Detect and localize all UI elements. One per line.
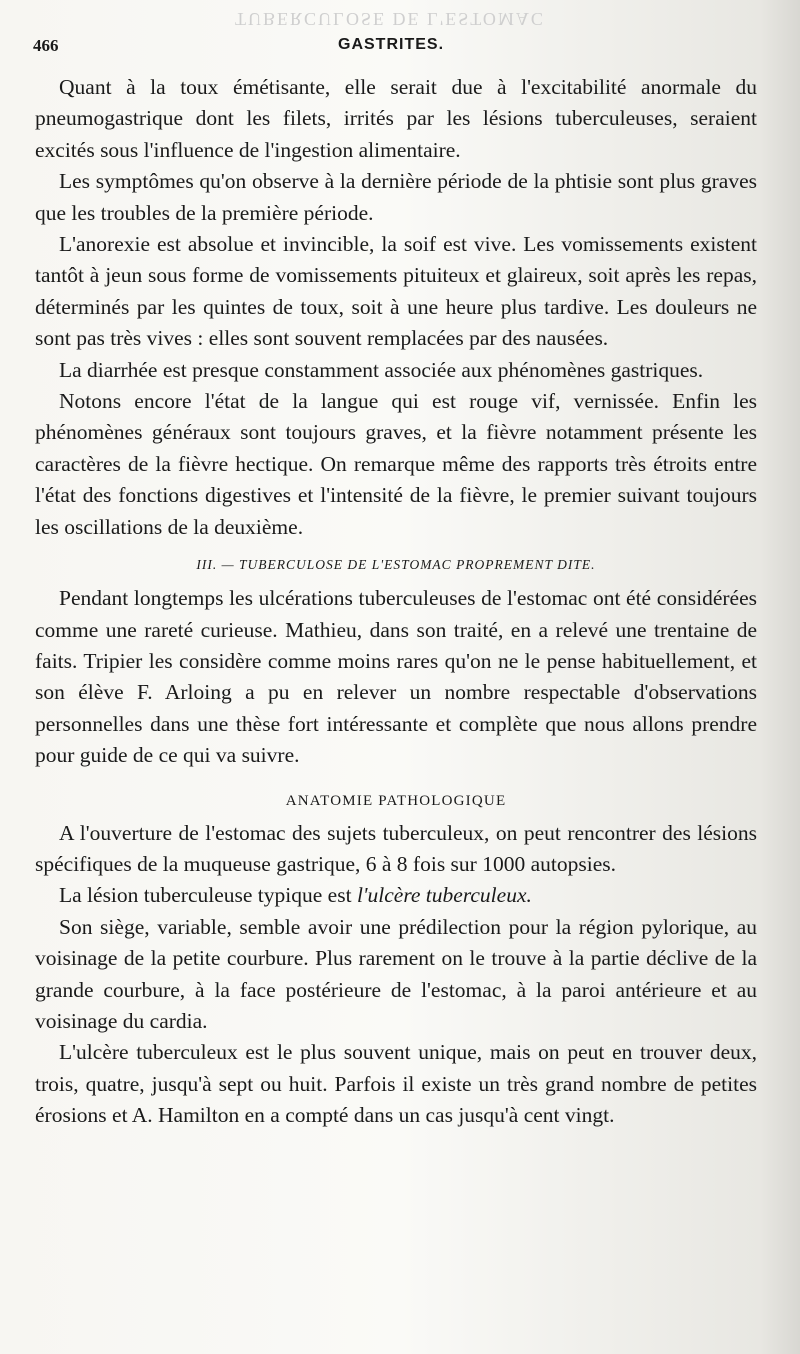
page-body bbox=[35, 72, 757, 1132]
paragraph: Les symptômes qu'on observe à la dernière période de la phtisie sont plus graves que les troubles de la première période. bbox=[35, 169, 757, 225]
paragraph: Pendant longtemps les ulcérations tuberculeuses de l'estomac ont été considérées comme une rareté curieuse. Mathieu, dans son traité, en a relevé une trentaine de faits. Tripier les considère comme moins rares qu'on ne le pense habituellement, et son élève F. Arloing a pu en relever un nombre respectable d'observations personnelles dans une thèse fort intéressante et complète que nous allons prendre pour guide de ce qui va suivre. bbox=[35, 586, 757, 768]
paragraph: La diarrhée est presque constamment associée aux phénomènes gastriques. bbox=[59, 357, 704, 382]
paragraph: L'anorexie est absolue et invincible, la soif est vive. Les vomissements existent tantôt à jeun sous forme de vomissements pituiteux et glaireux, soit après les repas, déterminés par les quintes de toux, soit à une heure plus tardive. Les douleurs ne sont pas très vives : elles sont souvent remplacées par des nausées. bbox=[35, 232, 757, 351]
paragraph: Son siège, variable, semble avoir une prédilection pour la région pylorique, au voisinage de la petite courbure. Plus rarement on le trouve à la partie déclive de la grande courbure, à la face postérieure de l'estomac, à la paroi antérieure et au voisinage du cardia. bbox=[35, 914, 757, 1033]
italic-term: l'ulcère tuberculeux. bbox=[356, 883, 532, 908]
paragraph: A l'ouverture de l'estomac des sujets tuberculeux, on peut rencontrer des lésions spécifiques de la muqueuse gastrique, 6 à 8 fois sur 1000 autopsies. bbox=[35, 820, 757, 876]
page-header bbox=[33, 36, 760, 58]
running-head: GASTRITES. bbox=[338, 36, 445, 53]
paragraph bbox=[35, 880, 757, 911]
bleed-through-text: TUBERCULOSE DE L'ESTOMAC bbox=[235, 9, 545, 29]
paragraph: Notons encore l'état de la langue qui est rouge vif, vernissée. Enfin les phénomènes généraux sont toujours graves, et la fièvre notamment présente les caractères de la fièvre hectique. On remarque même des rapports très étroits entre l'état des fonctions digestives et l'intensité de la fièvre, le premier suivant toujours les oscillations de la deuxième. bbox=[35, 389, 757, 539]
subheading: ANATOMIE PATHOLOGIQUE bbox=[285, 792, 507, 809]
page-number: 466 bbox=[33, 36, 59, 55]
paragraph-text: La lésion tuberculeuse typique est bbox=[59, 883, 357, 908]
paragraph: Quant à la toux émétisante, elle serait due à l'excitabilité anormale du pneumogastrique dont les filets, irrités par les lésions tuberculeuses, seraient excités sous l'influence de l'ingestion alimentaire. bbox=[35, 75, 757, 162]
paragraph: L'ulcère tuberculeux est le plus souvent unique, mais on peut en trouver deux, trois, quatre, jusqu'à sept ou huit. Parfois il existe un très grand nombre de petites érosions et A. Hamilton en a compté dans un cas jusqu'à cent vingt. bbox=[35, 1040, 757, 1128]
section-title: III. — TUBERCULOSE DE L'ESTOMAC PROPREMENT DITE. bbox=[196, 557, 596, 573]
